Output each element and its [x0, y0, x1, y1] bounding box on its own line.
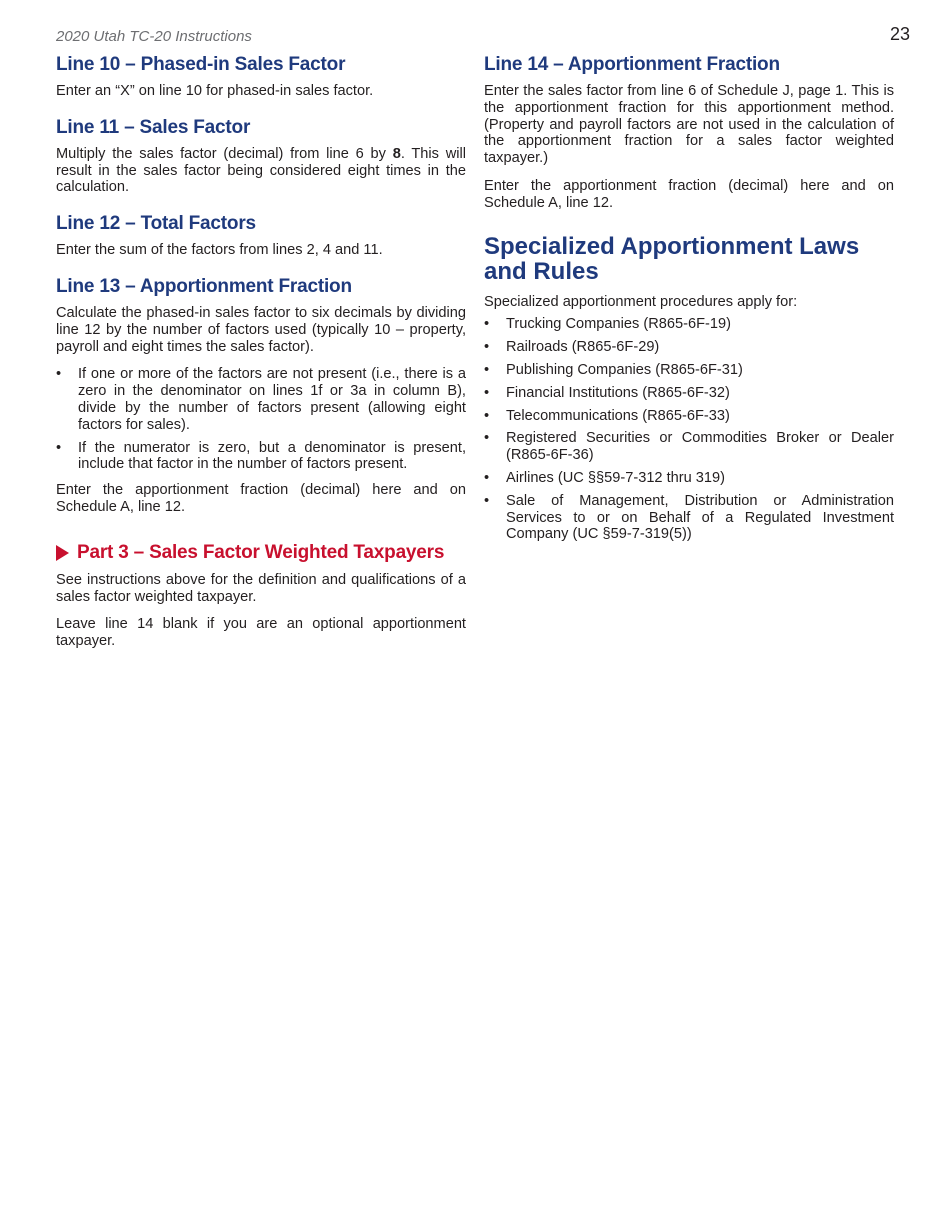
bullet-icon: • [484, 430, 490, 447]
specialized-list [484, 316, 894, 543]
triangle-right-icon [56, 545, 69, 561]
line13-heading: Line 13 – Apportionment Fraction [56, 275, 352, 297]
line13-closing: Enter the apportionment fraction (decimal) here and on Schedule A, line 12. [56, 482, 466, 515]
line12-heading: Line 12 – Total Factors [56, 213, 256, 235]
list-item-text: Airlines (UC §§59-7-312 thru 319) [506, 469, 726, 486]
list-item-text: Publishing Companies (R865-6F-31) [506, 361, 743, 378]
running-header: 2020 Utah TC-20 Instructions [56, 28, 252, 45]
bullet-icon: • [484, 361, 490, 378]
line13-bullet-list [56, 366, 466, 473]
bullet-icon: • [484, 384, 490, 401]
list-item-text: Sale of Management, Distribution or Administration Services to or on Behalf of a Regulated Investment Company (UC §59-7-319(5)) [506, 492, 894, 543]
bullet-icon: • [56, 439, 62, 456]
line12-text: Enter the sum of the factors from lines 2, 4 and 11. [56, 242, 383, 259]
line11-text-bold: 8 [392, 145, 401, 162]
line11-text [56, 146, 466, 196]
bullet-icon: • [484, 469, 490, 486]
bullet-icon: • [484, 407, 490, 424]
line11-text-before: Multiply the sales factor (decimal) from line 6 by [56, 145, 393, 162]
list-item [484, 408, 894, 425]
right-column [484, 54, 894, 552]
list-item [484, 470, 894, 487]
page-number: 23 [890, 24, 911, 44]
list-item [484, 339, 894, 356]
list-item-text: Trucking Companies (R865-6F-19) [506, 316, 731, 333]
list-item-text: Financial Institutions (R865-6F-32) [506, 384, 730, 401]
part3-heading-text: Part 3 – Sales Factor Weighted Taxpayers [77, 541, 445, 563]
left-column [56, 54, 466, 661]
list-item [484, 385, 894, 402]
part3-paragraph: See instructions above for the definition and qualifications of a sales factor weighted taxpayer. [56, 571, 466, 605]
line11-text-after: . This will result in the sales factor being considered eight times in the calculation. [56, 145, 466, 196]
line11-heading: Line 11 – Sales Factor [56, 116, 251, 138]
bullet-icon: • [484, 492, 490, 509]
line10-heading: Line 10 – Phased-in Sales Factor [56, 54, 346, 75]
line14-heading: Line 14 – Apportionment Fraction [484, 54, 780, 75]
list-item-text: If one or more of the factors are not present (i.e., there is a zero in the denominator on lines 1f or 3a in column B), divide by the number of factors present (allowing eight factors for sales). [78, 366, 466, 433]
list-item-text: If the numerator is zero, but a denominator is present, include that factor in the number of factors present. [78, 439, 466, 473]
list-item [484, 316, 894, 333]
bullet-icon: • [484, 316, 490, 333]
list-item-text: Registered Securities or Commodities Broker or Dealer (R865-6F-36) [506, 430, 894, 464]
list-item-text: Telecommunications (R865-6F-33) [506, 407, 730, 424]
list-item [484, 430, 894, 464]
part3-heading [56, 542, 466, 564]
list-item [56, 440, 466, 474]
line14-paragraph: Enter the apportionment fraction (decimal) here and on Schedule A, line 12. [484, 177, 894, 211]
bullet-icon: • [484, 339, 490, 356]
line14-paragraph: Enter the sales factor from line 6 of Schedule J, page 1. This is the apportionment fraction for this apportionment method. (Property and payroll factors are not used in the calculation of the apportionment fraction for a sales factor weighted taxpayer.) [484, 83, 894, 167]
list-item [56, 366, 466, 433]
specialized-heading: Specialized Apportionment Laws and Rules [484, 232, 860, 285]
bullet-icon: • [56, 366, 62, 383]
line13-text: Calculate the phased-in sales factor to six decimals by dividing line 12 by the number of factors used (typically 10 – property, payroll and eight times the sales factor). [56, 304, 466, 355]
list-item [484, 362, 894, 379]
part3-paragraph: Leave line 14 blank if you are an optional apportionment taxpayer. [56, 616, 466, 650]
line10-text: Enter an “X” on line 10 for phased-in sales factor. [56, 83, 374, 99]
list-item-text: Railroads (R865-6F-29) [506, 339, 660, 356]
specialized-intro: Specialized apportionment procedures apply for: [484, 293, 798, 310]
list-item [484, 493, 894, 543]
